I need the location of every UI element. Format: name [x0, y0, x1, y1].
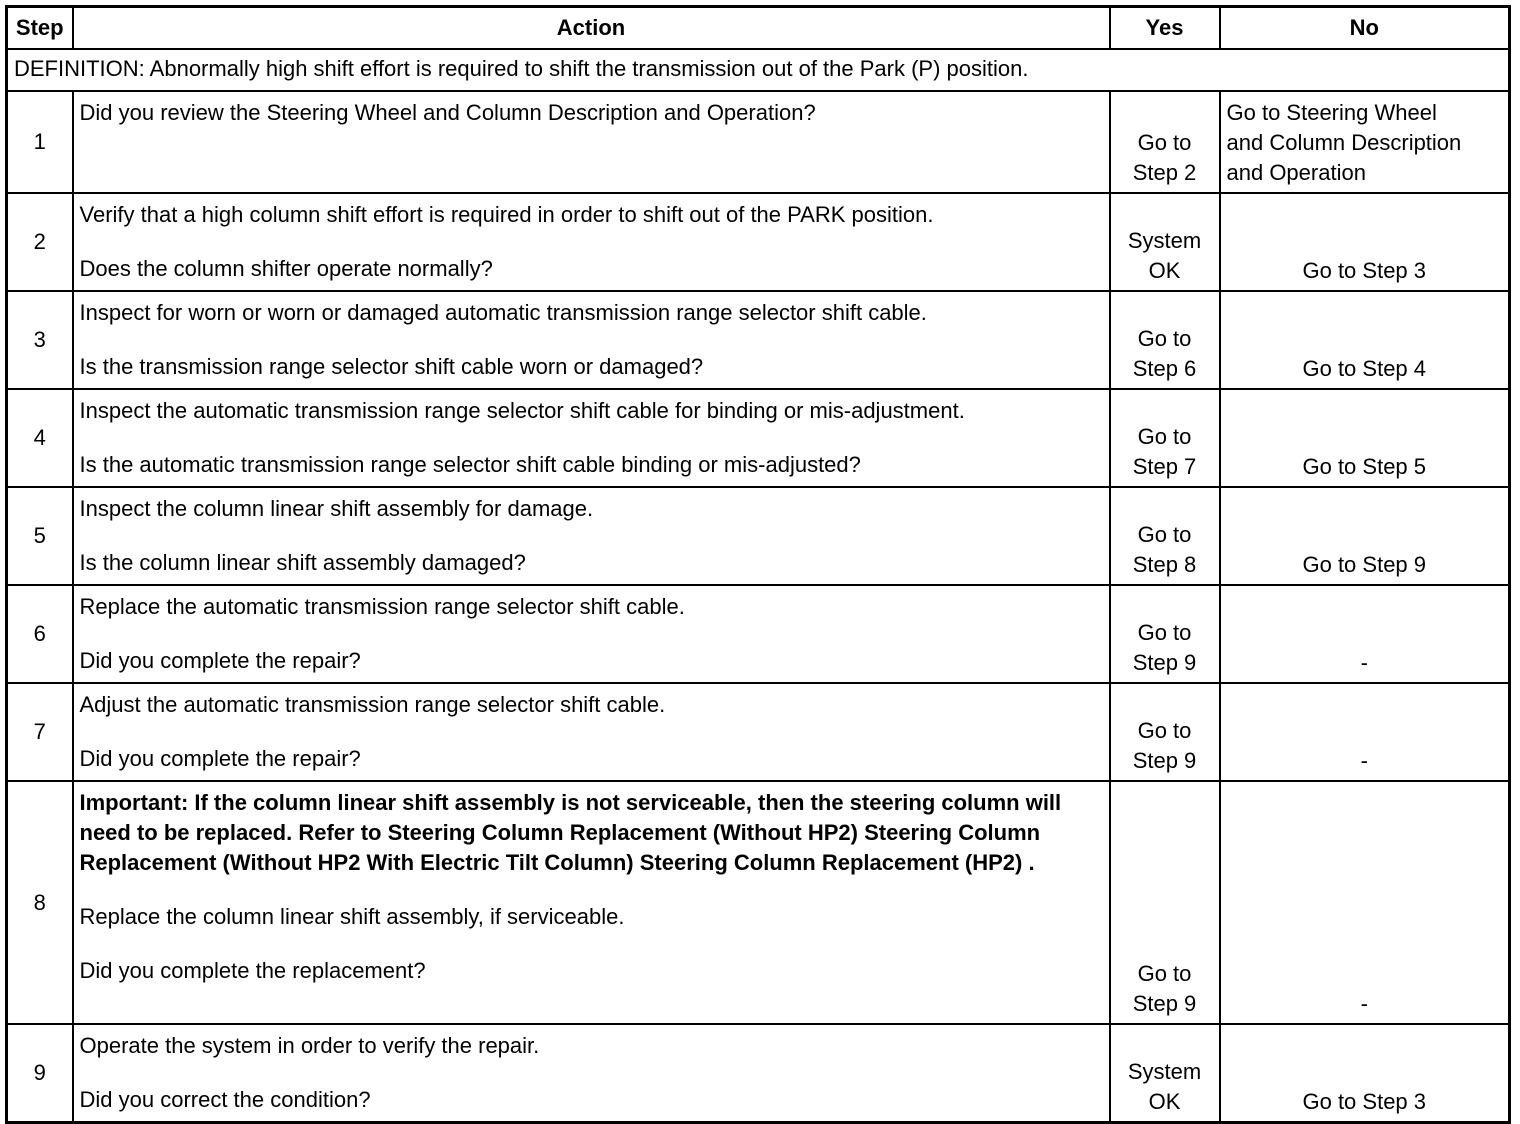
yes-cell — [1110, 1024, 1220, 1123]
yes-text: Go to — [1137, 718, 1192, 743]
table-row — [7, 1024, 1510, 1123]
action-text: Adjust the automatic transmission range selector shift cable. — [79, 692, 666, 717]
definition-text: DEFINITION: Abnormally high shift effort is required to shift the transmission out of the Park (P) position. — [7, 49, 1510, 91]
action-cell — [73, 585, 1110, 683]
yes-text: Go to — [1137, 424, 1192, 449]
no-cell — [1220, 389, 1510, 487]
table-row — [7, 389, 1510, 487]
table-row — [7, 781, 1510, 1024]
no-text: Go to Step 3 — [1302, 258, 1427, 283]
yes-text: Step 9 — [1132, 748, 1197, 773]
action-cell — [73, 193, 1110, 291]
no-text: - — [1360, 991, 1368, 1016]
no-text: Go to Step 9 — [1302, 552, 1427, 577]
action-cell — [73, 781, 1110, 1024]
yes-text: Go to — [1137, 130, 1192, 155]
table-row — [7, 193, 1510, 291]
table-row — [7, 683, 1510, 781]
table-row — [7, 291, 1510, 389]
yes-cell — [1110, 91, 1220, 193]
no-cell — [1220, 585, 1510, 683]
action-text: Did you review the Steering Wheel and Column Description and Operation? — [79, 100, 816, 125]
question-text: Did you complete the repair? — [79, 746, 361, 771]
no-text: - — [1360, 650, 1368, 675]
header-no: No — [1220, 7, 1510, 50]
yes-text: Step 6 — [1132, 356, 1197, 381]
action-cell — [73, 683, 1110, 781]
header-row — [7, 7, 1510, 50]
action-cell — [73, 487, 1110, 585]
no-cell — [1220, 193, 1510, 291]
no-cell — [1220, 487, 1510, 585]
yes-text: Go to — [1137, 961, 1192, 986]
question-text: Does the column shifter operate normally? — [79, 256, 493, 281]
no-text: Go to Step 5 — [1302, 454, 1427, 479]
action-text: Inspect the column linear shift assembly for damage. — [79, 496, 594, 521]
step-number: 6 — [7, 585, 73, 683]
action-text: Replace the column linear shift assembly, if serviceable. — [79, 904, 625, 929]
question-text: Is the automatic transmission range selector shift cable binding or mis-adjusted? — [79, 452, 861, 477]
no-cell — [1220, 781, 1510, 1024]
action-cell — [73, 1024, 1110, 1123]
no-cell — [1220, 91, 1510, 193]
question-text: Is the column linear shift assembly damaged? — [79, 550, 526, 575]
step-number: 2 — [7, 193, 73, 291]
yes-text: Step 2 — [1132, 160, 1197, 185]
action-text: Inspect for worn or worn or damaged automatic transmission range selector shift cable. — [79, 300, 927, 325]
action-cell — [73, 291, 1110, 389]
no-text: Go to Step 3 — [1302, 1089, 1427, 1114]
yes-text: Go to — [1137, 522, 1192, 547]
no-text: and Column Description — [1226, 130, 1462, 155]
yes-text: Step 8 — [1132, 552, 1197, 577]
step-number: 8 — [7, 781, 73, 1024]
yes-text: Step 9 — [1132, 991, 1197, 1016]
yes-text: Step 7 — [1132, 454, 1197, 479]
yes-text: OK — [1148, 258, 1181, 283]
no-text: - — [1360, 748, 1368, 773]
step-number: 1 — [7, 91, 73, 193]
yes-text: System — [1127, 1059, 1202, 1084]
yes-text: System — [1127, 228, 1202, 253]
no-cell — [1220, 291, 1510, 389]
table-row — [7, 585, 1510, 683]
no-text: and Operation — [1226, 160, 1366, 185]
question-text: Did you complete the replacement? — [79, 958, 426, 983]
step-number: 4 — [7, 389, 73, 487]
action-text: Operate the system in order to verify the repair. — [79, 1033, 540, 1058]
yes-cell — [1110, 193, 1220, 291]
question-text: Did you complete the repair? — [79, 648, 361, 673]
question-text: Is the transmission range selector shift cable worn or damaged? — [79, 354, 704, 379]
yes-text: Step 9 — [1132, 650, 1197, 675]
header-action: Action — [73, 7, 1110, 50]
no-text: Go to Step 4 — [1302, 356, 1427, 381]
diagnostic-table — [5, 5, 1511, 1124]
yes-text: Go to — [1137, 620, 1192, 645]
action-cell — [73, 91, 1110, 193]
step-number: 9 — [7, 1024, 73, 1123]
header-yes: Yes — [1110, 7, 1220, 50]
definition-row — [7, 49, 1510, 91]
no-text: Go to Steering Wheel — [1226, 100, 1437, 125]
action-text: Replace the automatic transmission range selector shift cable. — [79, 594, 685, 619]
yes-text: Go to — [1137, 326, 1192, 351]
step-number: 7 — [7, 683, 73, 781]
action-text: Verify that a high column shift effort is required in order to shift out of the PARK position. — [79, 202, 934, 227]
header-step: Step — [7, 7, 73, 50]
yes-cell — [1110, 291, 1220, 389]
yes-cell — [1110, 389, 1220, 487]
important-note: Important: If the column linear shift assembly is not serviceable, then the steering column will need to be replaced. Refer to Steering Column Replacement (Without HP2) Steering Column Replacement (Without HP2 With Electric Tilt Column) Steering Column Replacement (HP2) . — [79, 790, 1062, 875]
action-text: Inspect the automatic transmission range selector shift cable for binding or mis-adjustment. — [79, 398, 965, 423]
yes-cell — [1110, 781, 1220, 1024]
no-cell — [1220, 1024, 1510, 1123]
yes-cell — [1110, 585, 1220, 683]
table-row — [7, 487, 1510, 585]
action-cell — [73, 389, 1110, 487]
yes-cell — [1110, 487, 1220, 585]
step-number: 5 — [7, 487, 73, 585]
question-text: Did you correct the condition? — [79, 1087, 371, 1112]
yes-cell — [1110, 683, 1220, 781]
table-row — [7, 91, 1510, 193]
step-number: 3 — [7, 291, 73, 389]
yes-text: OK — [1148, 1089, 1181, 1114]
no-cell — [1220, 683, 1510, 781]
